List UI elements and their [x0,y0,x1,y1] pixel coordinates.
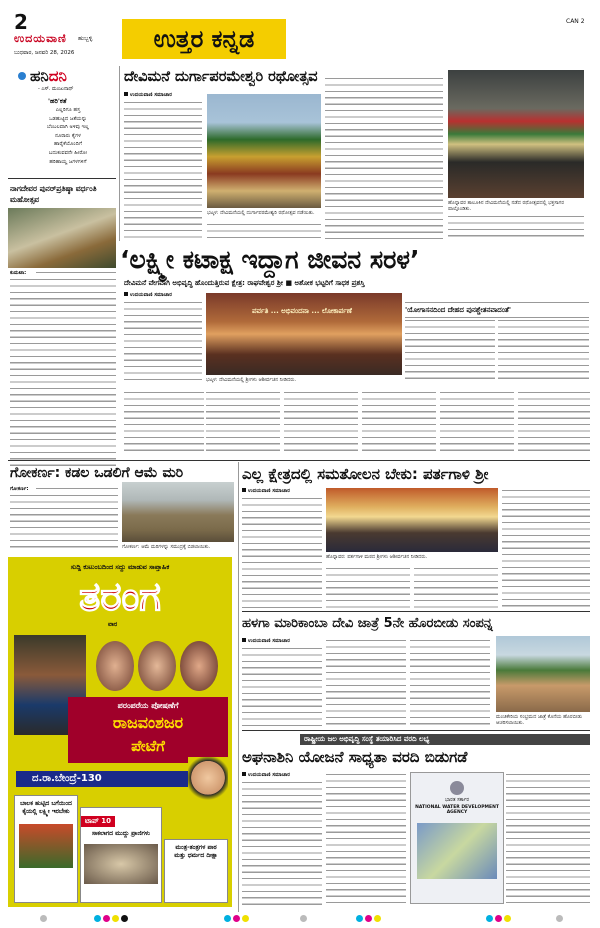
poem-line: ಬೆಂಬಲವಾಗಿ ಅಳಿವು ಇಲ್ಲ [46,124,90,131]
section-band [122,19,286,59]
ad-author-text: ದ.ರಾ.ಬೇಂದ್ರೆ-130 [32,773,102,784]
registration-mark [103,915,110,922]
parthagali-caption: ಹೊನ್ನಾವರ: ಪರ್ತಗಾಳಿ ಮಠದ ಶ್ರೀಗಳು ಆಶೀರ್ವಚನ ನೀಡಿದರು. [326,554,428,560]
left-story-body [36,270,116,276]
gokarna-photo [122,482,234,542]
gokarna-lead: ಗೋಕರ್ಣ: [10,486,29,492]
bullet-icon [242,488,246,492]
dateline: ಬುಧವಾರ, ಜನವರಿ 28, 2026 [14,50,75,56]
parthagali-headline: ಎಲ್ಲ ಕ್ಷೇತ್ರದಲ್ಲಿ ಸಮತೋಲನ ಬೇಕು: ಪರ್ತಗಾಳಿ ಶ್ರೀ [242,465,489,483]
aghanashini-document [410,772,504,904]
aghanashini-body-col1 [242,780,322,908]
main-story-subhead: ದೇವಿಮನೆ ವೇಗವಾಗಿ ಅಭಿವೃದ್ಧಿ ಹೊಂದುತ್ತಿರುವ ಕ್ಷೇತ್ರ: ರಾಘವೇಶ್ವರ ಶ್ರೀ ■ ಅಶೋಕ ಭಟ್ಟರಿಗೆ ಸಾಧಕ ಪ್ರಶಸ್ತಿ [124,279,365,287]
top-story-body-col2 [207,222,321,240]
divider [242,611,590,612]
dani-title: ದನಿ [48,67,67,85]
aghanashini-body-col3 [506,772,590,908]
column-divider [238,462,239,912]
registration-mark [504,915,511,922]
top-story-body-col4 [448,214,584,240]
registration-mark [556,915,563,922]
halaga-photo [496,636,590,712]
ad-box-mid-text: ಸಾಕಲಾಗದ ಮುದ್ದು ಪ್ರಾಣಿಗಳು [91,830,151,837]
taranga-ad[interactable] [8,557,232,907]
left-story-photo [8,208,116,268]
registration-mark [300,915,307,922]
parthagali-body-col4 [502,488,590,608]
ad-photo-face1 [96,641,134,691]
paper-name: ಉದಯವಾಣಿ [14,32,67,45]
poem-line: ಬದುಕುವವನೇ ಹೀರೋ [48,149,88,156]
bullet-icon [124,292,128,296]
gokarna-body [10,493,118,551]
parthagali-byline: ಉದಯವಾಣಿ ಸಮಾಚಾರ [248,488,290,494]
poem-line: ಹರಿಹಾಯ್ದ ಜಗಳಗಳಿಗೆ [49,158,87,165]
registration-mark [40,915,47,922]
aghanashini-kicker: ರಾಷ್ಟ್ರೀಯ ಜಲ ಅಭಿವೃದ್ಧಿ ಸಂಸ್ಥೆ ತಯಾರಿಸಿದ ವರದಿ ಲಭ್ಯ [300,734,590,745]
leaf-icon [18,72,26,80]
ad-box-left-text: ಬಾಲಕ ಹುಟ್ಟಿದ ಬಗೆಯಿಂದ ಕೈಯಲ್ಲಿ ಲಕ್ಷ್ಮೀ ಇರಬೇಕು [20,800,72,815]
left-story-headline: ನಾಗದೇವರ ಪುನರ್‌ಪ್ರತಿಷ್ಠಾ ವರ್ಧಂತಿ ಮಹೋತ್ಸವ [10,184,97,204]
poem-title: 'ಹರಿ'ಕತೆ [48,97,67,105]
ad-photo-face2 [138,641,176,691]
registration-mark [374,915,381,922]
ad-banner-big2: ಪೇಟೆಗೆ [131,737,165,755]
edition-tag: ಹುಬ್ಬಳ್ಳಿ [78,35,93,42]
registration-mark [224,915,231,922]
doc-map [417,823,497,879]
poem-line: ನೂರಾರು ಕೈಗಳ [55,132,81,139]
divider [8,178,116,179]
left-story-body [10,277,116,467]
main-story-body-col6 [284,390,358,456]
masthead [0,0,600,64]
top-story-body-col3 [325,76,443,240]
main-story-body-col3 [498,318,589,382]
gokarna-body [36,486,118,492]
section-title: ಉತ್ತರ ಕನ್ನಡ [153,25,255,53]
registration-mark [112,915,119,922]
main-story-photo [206,293,402,375]
hani-dani-author: - ಎಸ್. ಮಂಜುನಾಥ್ [38,86,74,92]
top-story-caption-right: ಹೊನ್ನಾವರ ತಾಲೂಕಿನ ದೇವಿಮನೆಯಲ್ಲಿ ನಡೆದ ರಥೋತ್ಸವದಲ್ಲಿ ಭಕ್ತಸಾಗರ ಪಾಲ್ಗೊಂಡಿತು. [448,200,564,212]
ad-photo-face3 [180,641,218,691]
main-story-body-col8 [440,390,514,456]
gokarna-caption: ಗೋಕರ್ಣ: ಆಮೆ ಮರಿಗಳನ್ನು ಸಮುದ್ರಕ್ಕೆ ಬಿಡಲಾಯಿತು. [122,544,211,550]
hani-dani-box [8,64,116,178]
top-story-body-col1 [124,100,202,240]
main-story-caption: ಭಟ್ಕಳ: ದೇವಿಮನೆಯಲ್ಲಿ ಶ್ರೀಗಳು ಆಶೀರ್ವಚನ ನೀಡಿದರು. [206,377,297,383]
main-story-byline: ಉದಯವಾಣಿ ಸಮಾಚಾರ [130,292,172,298]
main-story-body-col2 [405,318,495,382]
parthagali-body-col1 [242,496,322,608]
registration-mark [94,915,101,922]
bullet-icon [242,772,246,776]
registration-mark [365,915,372,922]
ad-author-line [16,771,188,787]
poem-line: ಎಲ್ಲರಿಗೂ ಹಸ್ತ [55,107,81,113]
parthagali-body-col2 [326,566,410,608]
column-divider [119,66,120,241]
aghanashini-byline: ಉದಯವಾಣಿ ಸಮಾಚಾರ [248,772,290,778]
ad-brand-sub: ವಾರ [108,621,118,628]
divider [8,460,590,461]
page-label: CAN 2 [566,18,585,25]
halaga-byline: ಉದಯವಾಣಿ ಸಮಾಚಾರ [248,638,290,644]
ad-box-left [14,795,78,903]
divider [242,730,590,731]
ad-box-mid [80,807,162,903]
main-story-photo-banner: ಪರ್ವತಿ ... ಅಭಿವಂದನಾ ... ಲೋಕಾರ್ಪಣೆ [252,307,352,315]
bullet-icon [242,638,246,642]
aghanashini-body-col2 [326,772,406,908]
gokarna-headline: ಗೋಕರ್ಣ: ಕಡಲ ಒಡಲಿಗೆ ಆಮೆ ಮರಿ [10,465,184,481]
page-number: 2 [14,10,28,34]
main-story-body-col4 [124,390,204,456]
top-story-photo-center [207,94,321,208]
ad-box-mid-photo [84,844,158,884]
main-story-body-col9 [518,390,590,456]
ad-banner-small: ಪರಂಪರೆಯ ಪೋಷಣೆಗೆ [117,701,179,710]
registration-mark [242,915,249,922]
ad-box-left-photo [19,824,73,868]
parthagali-photo [326,488,498,552]
top-story-byline: ಉದಯವಾಣಿ ಸಮಾಚಾರ [130,92,172,98]
poem-lines [28,106,108,166]
halaga-body-col3 [410,638,490,726]
top-story-caption-center: ಭಟ್ಕಳ: ದೇವಿಮನೆಯಲ್ಲಿ ದುರ್ಗಾಪರಮೇಶ್ವರಿ ರಥೋತ್ಸವ ನಡೆಯಿತು. [207,210,315,216]
aghanashini-headline: ಅಘನಾಶಿನಿ ಯೋಜನೆ ಸಾಧ್ಯತಾ ವರದಿ ಬಿಡುಗಡೆ [242,748,468,766]
main-story-body-col7 [362,390,436,456]
registration-mark [486,915,493,922]
ad-box-mid-tag: ಟಾಪ್ 10 [81,816,115,827]
bullet-icon [124,92,128,96]
halaga-headline: ಹಳಗಾ ಮಾರಿಕಾಂಬಾ ದೇವಿ ಜಾತ್ರೆ 5ನೇ ಹೊರಬೀಡು ಸಂಪನ್ನ [242,616,493,631]
main-story-headline: ‘ಲಕ್ಷ್ಮೀ ಕಟಾಕ್ಷ ಇದ್ದಾಗ ಜೀವನ ಸರಳ’ [120,245,420,274]
hani-title: ಹನಿ [30,67,49,85]
registration-mark [495,915,502,922]
main-story-quote: 'ಯೋಗಾಸನದಿಂದ ದೇಹದ ಪುನಶ್ಚೇತನವಾದಂತೆ' [405,302,589,318]
ad-banner [68,697,228,763]
parthagali-body-col3 [414,566,498,608]
ad-box-right-text: ಮಂತ್ರ-ತಂತ್ರಗಳ ಪಾಠ ಮತ್ತು ಧರ್ಮದ ದೀಕ್ಷಾ [174,844,218,859]
doc-header: ಭಾರತ ಸರ್ಕಾರ [445,797,469,803]
registration-mark [233,915,240,922]
poem-line: ಹಾರೈಕೆಯೊಂದಿಗೆ [54,141,82,148]
poem-line: ಒಡಹುಟ್ಟಿದ ಜತೆಯನ್ನು [49,115,87,122]
halaga-body-col1 [242,646,322,726]
ad-brand: ತರಂಗ [79,574,161,620]
registration-mark [356,915,363,922]
ad-caricature [188,757,228,809]
left-story-lead: ಕುಮಟಾ: [10,270,27,276]
halaga-body-col2 [326,638,406,726]
main-story-body-col1 [124,300,202,382]
doc-emblem-icon [450,781,464,795]
halaga-caption: ಮಂಚಿಕೇರಿಯ ಸಂಭ್ರಮದ ಜಾತ್ರೆ ಕೊನೆಯ ಹೊರಬೀಡು ಆಚರಿಸಲಾಯಿತು. [496,714,583,726]
main-story-body-col5 [206,390,280,456]
ad-banner-big1: ರಾಜವಂಶಜರ [112,713,184,732]
top-story-headline: ದೇವಿಮನೆ ದುರ್ಗಾಪರಮೇಶ್ವರಿ ರಥೋತ್ಸವ [124,69,318,85]
ad-tagline: ಸುದ್ದಿ ಕುಟುಂಬದಿಂದ ಸದ್ದು ಮಾಡುವ ಸಾಪ್ತಾಹಿಕ [70,563,170,571]
ad-box-right [164,839,228,903]
doc-title: NATIONAL WATER DEVELOPMENT AGENCY [415,805,499,815]
top-story-photo-right [448,70,584,198]
registration-mark [121,915,128,922]
